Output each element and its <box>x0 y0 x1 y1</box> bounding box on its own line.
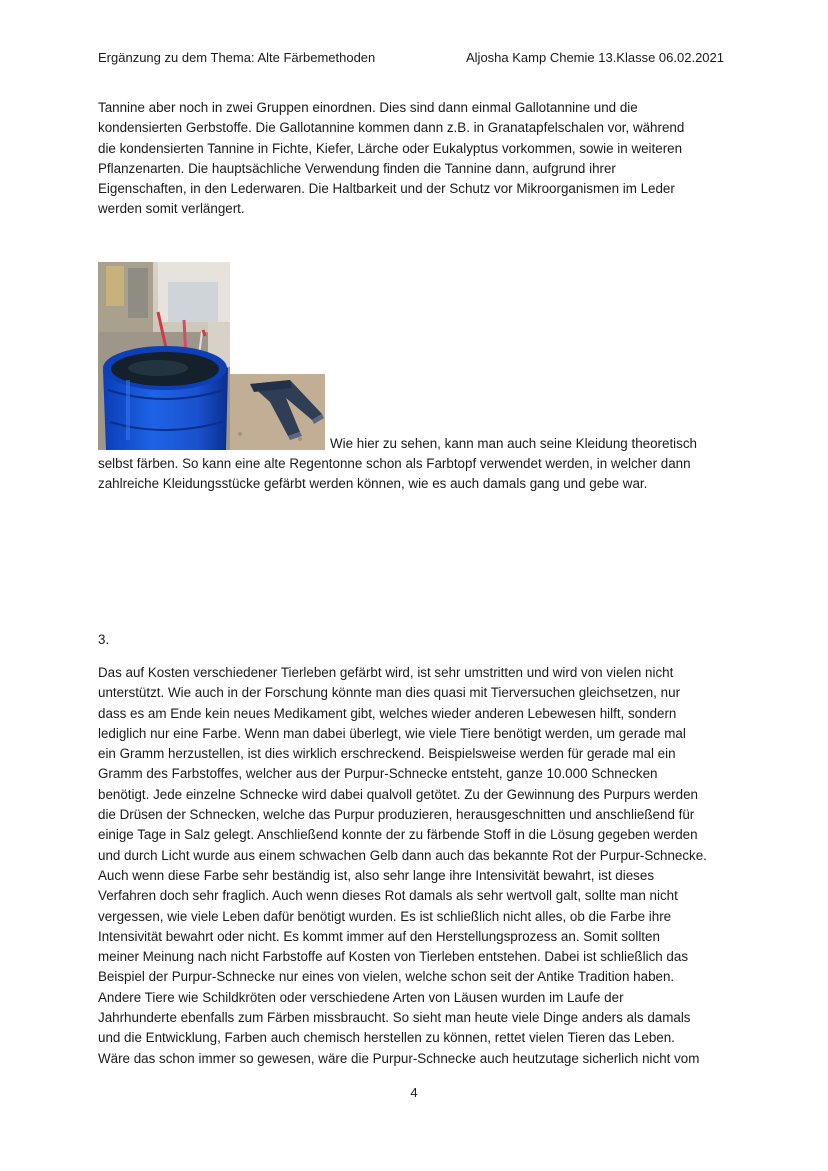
text-line: Eigenschaften, in den Lederwaren. Die Haltbarkeit und der Schutz vor Mikroorganismen im Leder <box>98 181 675 197</box>
text-line: Auch wenn diese Farbe sehr beständig ist, also sehr lange ihre Intensivität bewahrt, ist dieses <box>98 867 655 883</box>
text-line: die kondensierten Tannine in Fichte, Kiefer, Lärche oder Eukalyptus vorkommen, sowie in weiteren <box>98 140 683 156</box>
text-line: Tannine aber noch in zwei Gruppen einordnen. Dies sind dann einmal Gallotannine und die <box>98 100 638 115</box>
header-author-date: Aljosha Kamp Chemie 13.Klasse 06.02.2021 <box>466 50 724 65</box>
header-title: Ergänzung zu dem Thema: Alte Färbemethoden <box>98 50 376 65</box>
text-line: zahlreiche Kleidungsstücke gefärbt werden können, wie es auch damals gang und gebe war. <box>98 476 648 492</box>
text-line: und die Entwicklung, Farben auch chemisch herstellen zu können, rettet vielen Tieren das Leben. <box>98 1030 675 1046</box>
text-line: Gramm des Farbstoffes, welcher aus der Purpur-Schnecke entsteht, ganze 10.000 Schnecken <box>98 766 658 782</box>
text-line: ein Gramm herzustellen, ist dies wirklich erschreckend. Beispielsweise werden für gerade mal ein <box>98 746 676 762</box>
page-number: 4 <box>410 1085 418 1100</box>
text-line: dass es am Ende kein neues Medikament gibt, welches wieder anderen Lebewesen hilft, sondern <box>98 705 677 721</box>
text-line: Verfahren doch sehr fraglich. Auch wenn dieses Rot damals als sehr wertvoll galt, sollte man nicht <box>98 888 678 904</box>
paragraph-tannins <box>98 98 738 220</box>
text-line: benötigt. Jede einzelne Schnecke wird dabei qualvoll getötet. Zu der Gewinnung des Purpurs werden <box>98 786 698 802</box>
paragraph-dyeing <box>98 454 738 495</box>
text-line: lediglich nur eine Farbe. Wenn man dabei überlegt, wie viele Tiere benötigt werden, um gerade mal <box>98 725 686 741</box>
text-line: und durch Licht wurde aus einem schwachen Gelb dann auch das bekannte Rot der Purpur-Schnecke. <box>98 847 707 863</box>
paragraph-dyeing-first-line: Wie hier zu sehen, kann man auch seine Kleidung theoretisch <box>330 436 697 451</box>
text-line: Beispiel der Purpur-Schnecke nur eines von vielen, welche schon seit der Antike Tradition haben. <box>98 969 675 985</box>
text-line: kondensierten Gerbstoffe. Die Gallotannine kommen dann z.B. in Granatapfelschalen vor, während <box>98 120 685 136</box>
text-line: vergessen, wie viele Leben dafür benötigt wurden. Es ist schließlich nicht alles, ob die Farbe ihre <box>98 908 672 924</box>
text-line: Das auf Kosten verschiedener Tierleben gefärbt wird, ist sehr umstritten und wird von vielen nicht <box>98 665 674 680</box>
text-line: meiner Meinung nach nicht Farbstoffe auf Kosten von Tierleben entstehen. Dabei ist schließlich das <box>98 949 689 965</box>
page-header <box>98 50 724 70</box>
text-line: Andere Tiere wie Schildkröten oder verschiedene Arten von Läusen wurden im Laufe der <box>98 989 624 1005</box>
paragraph-animal-dyes <box>98 663 738 1069</box>
dyed-jeans-photo <box>230 374 325 450</box>
text-line: einige Tage in Salz gelegt. Anschließend konnte der zu färbende Stoff in die Lösung gegeben werden <box>98 827 698 843</box>
section-number: 3. <box>98 632 110 647</box>
text-line: werden somit verlängert. <box>98 201 245 217</box>
text-line: die Drüsen der Schnecken, welche das Purpur produzieren, herausgeschnitten und anschließend für <box>98 807 695 823</box>
text-line: Jahrhunderte ebenfalls zum Färben missbraucht. So sieht man heute viele Dinge anders als damals <box>98 1010 691 1026</box>
text-line: Wäre das schon immer so gewesen, wäre die Purpur-Schnecke auch heutzutage sicherlich nicht vom <box>98 1050 700 1066</box>
text-line: unterstützt. Wie auch in der Forschung könnte man dies quasi mit Tierversuchen gleichsetzen, nur <box>98 685 681 701</box>
text-line: Pflanzenarten. Die hauptsächliche Verwendung finden die Tannine dann, aufgrund ihrer <box>98 160 616 176</box>
rain-barrel-photo <box>98 262 230 450</box>
text-line: selbst färben. So kann eine alte Regentonne schon als Farbtopf verwendet werden, in welcher dann <box>98 456 691 471</box>
text-line: Intensivität bewahrt oder nicht. Es kommt immer auf den Herstellungsprozess an. Somit sollten <box>98 928 660 944</box>
